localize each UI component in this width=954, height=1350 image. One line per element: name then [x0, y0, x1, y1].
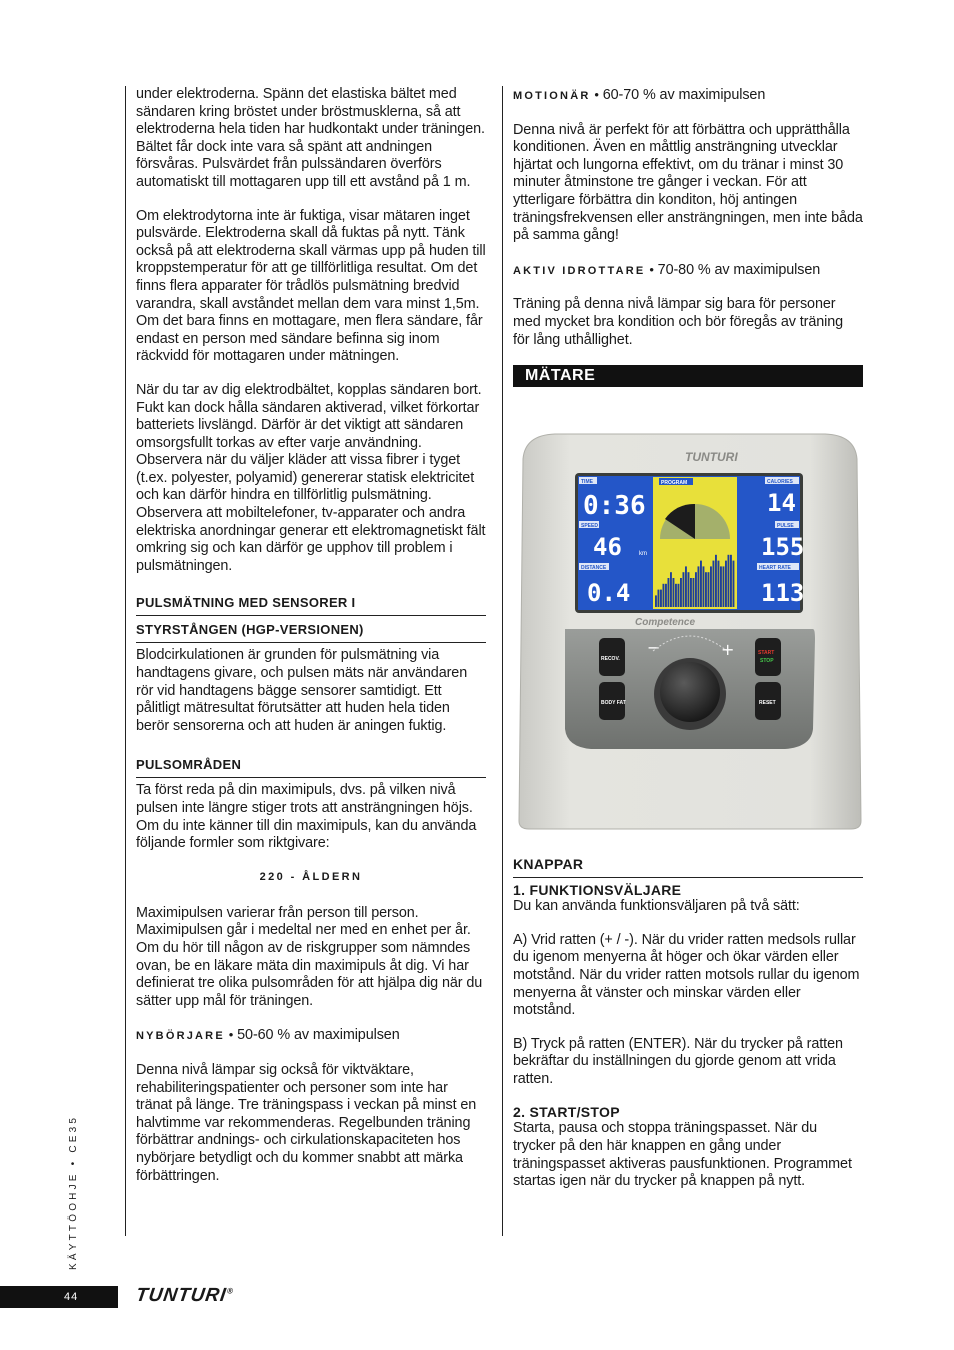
value-pulse: 155: [761, 533, 805, 562]
program-bar: [693, 578, 695, 607]
column-rule-right: [502, 86, 503, 1236]
paragraph: Ta först reda på din maximipuls, dvs. på vilken nivå pulsen inte längre stiger trots att ansträngningen höjs. Om du inte känner till din maximipuls, kan du använda följande formler som riktgivare:: [136, 782, 477, 852]
program-bar: [725, 561, 727, 607]
plus-icon: +: [721, 640, 735, 660]
value-distance: 0.4: [587, 579, 631, 608]
program-bar: [730, 555, 732, 607]
program-bar: [665, 584, 667, 607]
program-bar: [698, 567, 700, 608]
program-bar: [715, 555, 717, 607]
level-range: 50-60 % av maximipulsen: [237, 1027, 400, 1044]
program-bar: [720, 567, 722, 608]
paragraph: B) Tryck på ratten (ENTER). När du trycker på ratten bekräftar du inställningen du gjorde genom att vrida ratten.: [513, 1035, 843, 1087]
program-bar: [705, 572, 707, 607]
program-bar: [685, 567, 687, 608]
value-time: 0:36: [583, 491, 646, 522]
label-speed: SPEED: [581, 523, 598, 530]
program-bar: [708, 572, 710, 607]
program-bar: [703, 567, 705, 608]
console-photo: [515, 429, 863, 831]
value-calories: 14: [767, 489, 796, 518]
value-speed: 46: [593, 533, 622, 562]
paragraph: Träning på denna nivå lämpar sig bara för personer med mycket bra kondition och bör föregås av träning för lång uthållighet.: [513, 296, 844, 348]
program-bar: [695, 572, 697, 607]
paragraph: Starta, pausa och stoppa träningspasset. När du trycker på den här knappen en gång under träningspasset aktiveras pausfunktionen. Programmet startas igen när du trycker på knappen på nytt.: [513, 1120, 852, 1190]
section-heading-sensor-line1: PULSMÄTNING MED SENSORER I: [136, 591, 486, 616]
paragraph: När du tar av dig elektrodbältet, kopplas sändaren bort. Fukt kan dock hålla sändaren aktiverad, vilket förkortar batteriets livslängd. Därför är det viktigt att sändaren omsorgsfullt torkas av efter varje användning. Observera när du väljer kläder att vissa fibrer i tyget (t.ex. polyester, polyamid) genererar statisk elektricitet och kan därför hindra en tillförlitlig pulsmätning. Observera att mobiltelefoner, tv-apparater och andra elektriska anordningar generar ett elektromagnetiskt fält omkring sig och kan därför ge upphov till problem i pulsmätningen.: [136, 381, 486, 574]
logo-text: TUNTURI: [134, 1285, 228, 1306]
subheading-start-stop: 2. START/STOP: [513, 1104, 620, 1121]
program-bar: [713, 561, 715, 607]
recov-label: RECOV.: [601, 656, 620, 663]
left-column: [136, 86, 486, 1201]
program-bar: [673, 578, 675, 607]
registered-mark: ®: [226, 1286, 235, 1296]
side-running-text: KÄYTTÖOHJE • CE35: [68, 1114, 79, 1270]
bullet-icon: •: [649, 261, 654, 277]
program-bar: [658, 590, 660, 607]
program-bar: [688, 572, 690, 607]
stop-label: STOP: [760, 658, 774, 665]
paragraph: under elektroderna. Spänn det elastiska bältet med sändaren kring bröstet under bröstmusklerna, så att elektroderna hela tiden har hudkontakt under träningen. Bältet får dock inte vara så spänt att andningen försvåras. Pulsvärdet från pulssändaren överförs automatiskt till mottagaren upp till ett avstånd på 1 m.: [136, 86, 485, 190]
program-bar: [678, 584, 680, 607]
program-bar: [670, 572, 672, 607]
program-bar: [700, 561, 702, 607]
label-distance: DISTANCE: [581, 565, 607, 572]
level-exerciser: [513, 86, 863, 106]
section-heading-zones: PULSOMRÅDEN: [136, 751, 486, 778]
bullet-icon: •: [594, 87, 599, 102]
body-fat-label: BODY FAT: [601, 700, 626, 707]
level-athlete: [513, 261, 863, 281]
level-name: MOTIONÄR: [513, 90, 591, 102]
program-bar: [690, 578, 692, 607]
program-bar: [683, 572, 685, 607]
column-rule-left: [125, 86, 126, 1236]
right-column: [513, 86, 863, 1207]
speed-unit: km: [639, 551, 647, 558]
section-heading-sensor-line2: STYRSTÅNGEN (HGP-VERSIONEN): [136, 616, 486, 643]
label-program: PROGRAM: [661, 480, 688, 487]
program-bar: [710, 567, 712, 608]
program-bar: [723, 567, 725, 608]
label-calories: CALORIES: [767, 479, 793, 486]
value-heartrate: 113: [761, 579, 805, 608]
minus-icon: −: [647, 638, 661, 658]
subheading-function-selector: 1. FUNKTIONSVÄLJARE: [513, 882, 682, 899]
start-stop-button[interactable]: [755, 638, 781, 676]
level-range: 60-70 % av maximipulsen: [602, 87, 766, 103]
paragraph: Maximipulsen varierar från person till person. Maximipulsen går i medeltal ner med en enhet per år. Om du hör till någon av de riskgrupper som nämndes ovan, be en läkare mäta din maximipuls åt dig. Vi har definierat tre olika pulsområden för att hjälpa dig när du sätter upp mål för träningen.: [136, 904, 483, 1009]
reset-label: RESET: [759, 700, 776, 707]
program-bar: [680, 578, 682, 607]
level-name: NYBÖRJARE: [136, 1030, 225, 1043]
bullet-icon: •: [228, 1027, 234, 1043]
program-bar: [718, 561, 720, 607]
brand-logo: [134, 1285, 234, 1307]
section-heading-buttons: KNAPPAR: [513, 850, 863, 878]
level-beginner: [136, 1026, 486, 1046]
label-time: TIME: [581, 479, 593, 486]
program-bar: [655, 596, 657, 608]
program-bar: [660, 590, 662, 607]
paragraph: Om elektrodytorna inte är fuktiga, visar mätaren inget pulsvärde. Elektroderna skall då fuktas på nytt. Tänk också på att elektroderna skall värmas upp på huden till kroppstemperatur för att ge tillförlitliga resultat. Om det finns flera apparater för trådlös pulsmätning bredvid varandra, skall avståndet mellan dem vara minst 1,5m. Om det bara finns en mottagare, men flera sändare, får endast en person med sändare befinna sig inom räckvidd för mottagaren under mätningen.: [136, 207, 486, 365]
page-number: 44: [64, 1291, 79, 1303]
program-bar: [675, 584, 677, 607]
paragraph: Blodcirkulationen är grunden för pulsmätning via handtagens givare, och pulsen mäts när användaren rör vid handtagens bägge sensorer samtidigt. Ett pålitligt mätresultat förutsätter att huden hela tiden berör sensorerna och att huden är aningen fuktig.: [136, 647, 468, 734]
program-bar: [668, 578, 670, 607]
program-bar: [663, 584, 665, 607]
function-knob[interactable]: [660, 662, 720, 722]
level-name: AKTIV IDROTTARE: [513, 264, 646, 277]
max-pulse-formula: 220 - ÅLDERN: [259, 870, 363, 883]
section-title-bar: MÄTARE: [513, 365, 863, 387]
program-bar: [733, 561, 735, 607]
paragraph: Denna nivå lämpar sig också för viktväktare, rehabiliteringspatienter och personer som inte har tränat på länge. Tre träningspass i veckan på minst en halvtimme var rekommenderas. Regelbunden träning förbättrar andnings- och cirkulationskapaciteten hos nybörjare betydligt och du kommer snabbt att märka förbättringen.: [136, 1061, 477, 1184]
console-model: Competence: [635, 617, 696, 629]
footer-bar: [0, 1286, 118, 1308]
program-bar: [728, 555, 730, 607]
paragraph: Du kan använda funktionsväljaren på två sätt:: [513, 898, 800, 915]
paragraph: A) Vrid ratten (+ / -). När du vrider ratten medsols rullar du igenom menyerna åt höger och ökar värden eller motstånd. När du vrider ratten motsols rullar du igenom menyerna åt vänster och minskar värden eller motstånd.: [513, 931, 860, 1019]
label-heartrate: HEART RATE: [759, 565, 791, 572]
console-brand: TUNTURI: [685, 450, 738, 465]
label-pulse: PULSE: [777, 523, 794, 530]
level-range: 70-80 % av maximipulsen: [657, 261, 821, 278]
paragraph: Denna nivå är perfekt för att förbättra och upprätthålla konditionen. Även en måttlig ansträngning utvecklar hjärtat och lungorna effektivt, om du tränar i minst 30 minuter åtminstone tre gånger i veckan. För att ytterligare förbättra din konditon, höj antingen träningsfrekvensen eller ansträngningen, men inte båda på samma gång!: [513, 121, 863, 244]
start-label: START: [758, 650, 775, 657]
